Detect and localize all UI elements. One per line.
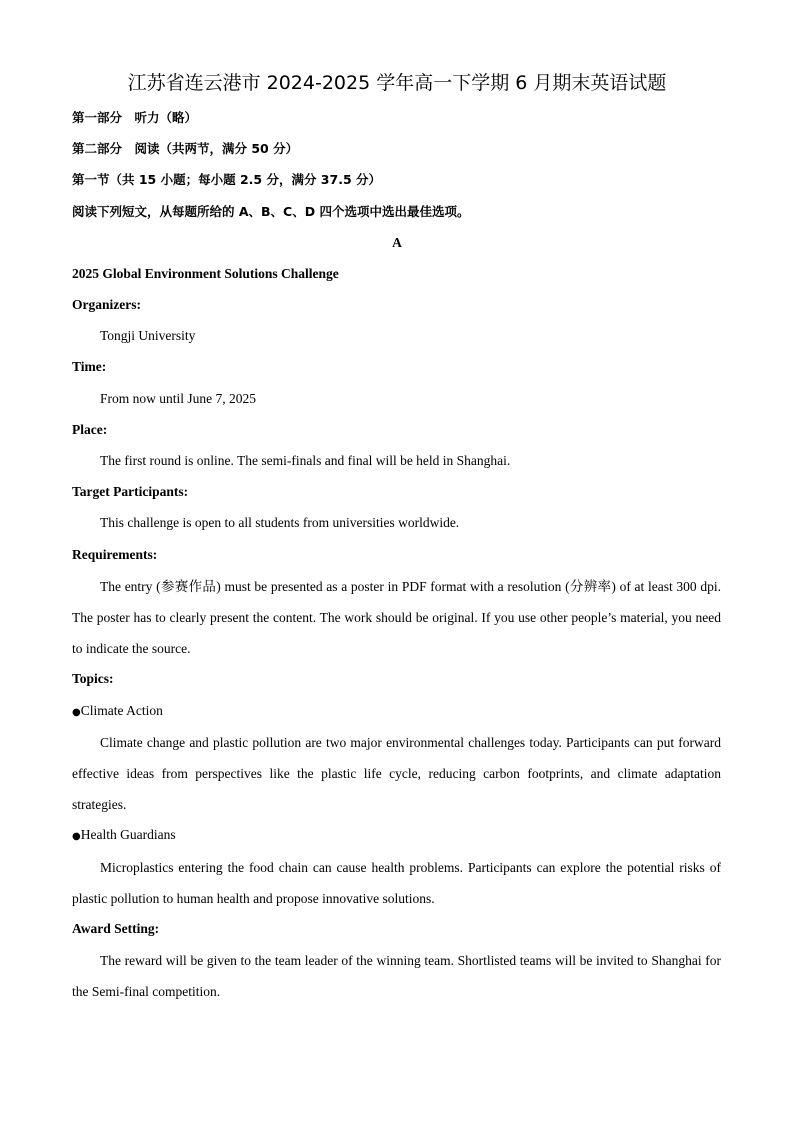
- time-value: From now until June 7, 2025: [100, 391, 257, 406]
- topic-two-item: [72, 825, 176, 847]
- section-one-heading: 第一节（共 15 小题；每小题 2.5 分，满分 37.5 分）: [72, 172, 381, 187]
- document-title: 江苏省连云港市 2024-2025 学年高一下学期 6 月期末英语试题: [127, 72, 667, 94]
- participants-value: This challenge is open to all students from universities worldwide.: [100, 515, 460, 530]
- organizers-value: Tongji University: [100, 328, 196, 343]
- place-label: Place:: [72, 422, 108, 437]
- reading-instruction: 阅读下列短文，从每题所给的 A、B、C、D 四个选项中选出最佳选项。: [72, 204, 470, 219]
- topic-one-title: Climate Action: [80, 703, 163, 718]
- requirements-label: Requirements:: [72, 547, 158, 562]
- award-label: Award Setting:: [72, 921, 160, 936]
- requirements-text: The entry (参赛作品) must be presented as a poster in PDF format with a resolution (分辨率) of at least 300 dpi. The poster has to clearly present the content. The work should be original. If you use other people’s material, you need to indicate the source.: [72, 579, 721, 656]
- topic-two-text: Microplastics entering the food chain can cause health problems. Participants can explore the potential risks of plastic pollution to human health and propose innovative solutions.: [72, 860, 721, 906]
- bullet-icon: ●: [72, 831, 81, 842]
- part-one-heading: 第一部分 听力（略）: [72, 110, 198, 125]
- topic-one-text: Climate change and plastic pollution are two major environmental challenges today. Participants can put forward effective ideas from perspectives like the plastic life cycle, reducing carbon footprints, and climate adaptation strategies.: [72, 735, 721, 812]
- bullet-icon: ●: [72, 707, 81, 718]
- part-two-heading: 第二部分 阅读（共两节，满分 50 分）: [72, 141, 299, 156]
- topic-one-item: [72, 701, 163, 723]
- organizers-label: Organizers:: [72, 297, 141, 312]
- passage-label: A: [392, 235, 402, 250]
- participants-label: Target Participants:: [72, 484, 189, 499]
- place-value: The first round is online. The semi-finals and final will be held in Shanghai.: [100, 453, 511, 468]
- award-text: The reward will be given to the team leader of the winning team. Shortlisted teams will be invited to Shanghai for the Semi-final competition.: [72, 953, 721, 999]
- topics-label: Topics:: [72, 671, 114, 686]
- time-label: Time:: [72, 359, 107, 374]
- topic-two-title: Health Guardians: [80, 827, 176, 842]
- passage-heading: 2025 Global Environment Solutions Challenge: [72, 266, 339, 281]
